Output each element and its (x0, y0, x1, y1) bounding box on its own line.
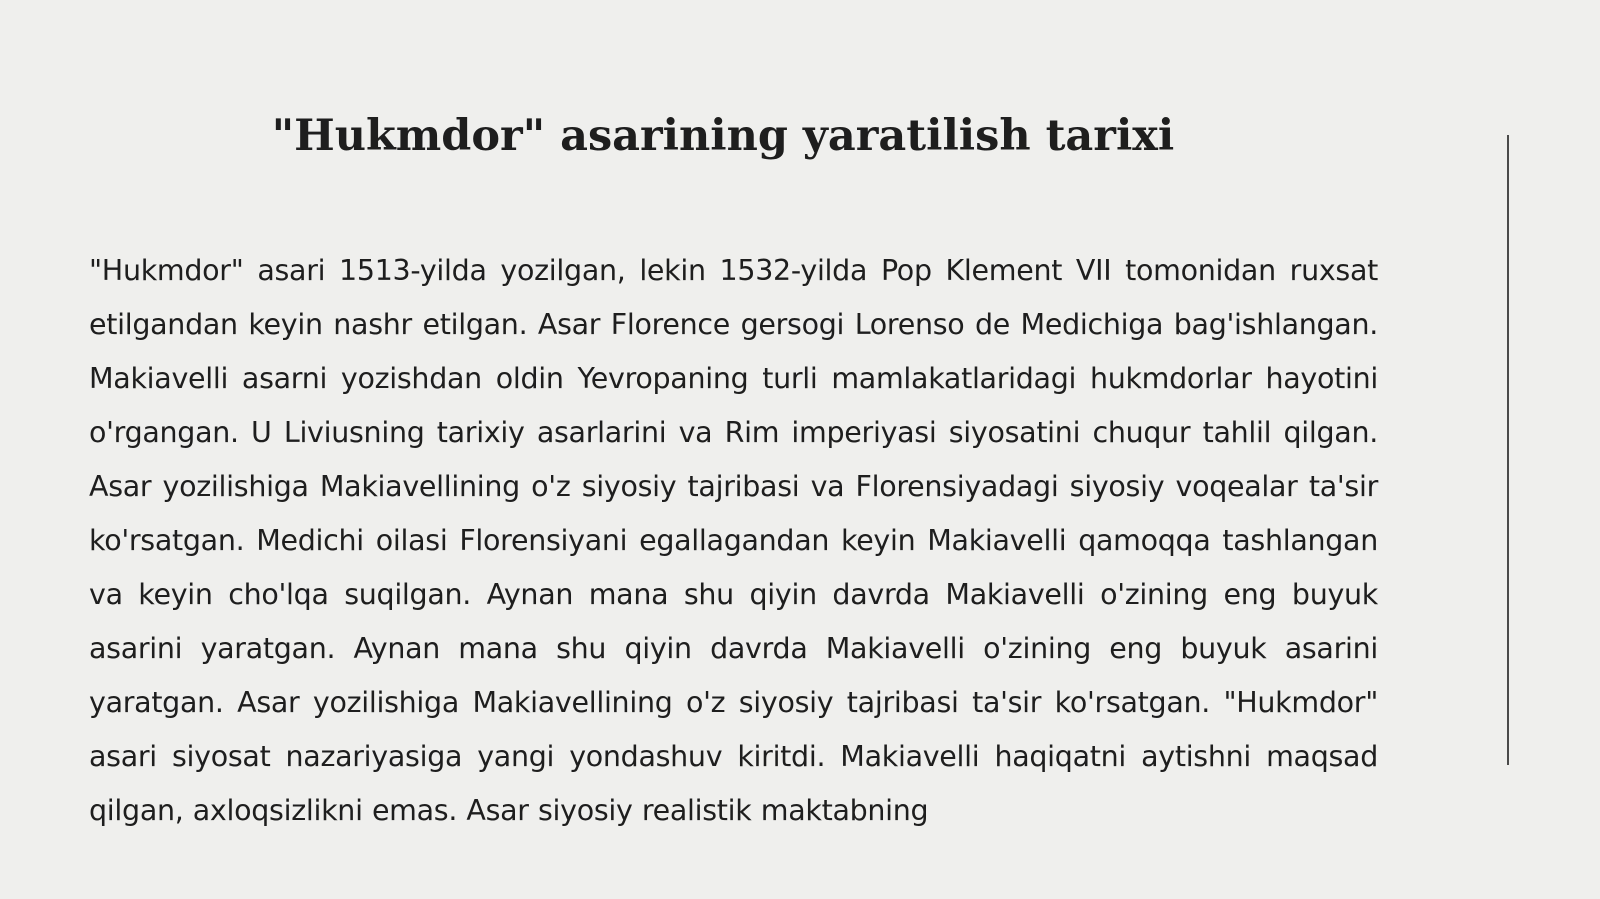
vertical-divider (1507, 135, 1509, 765)
slide-title: "Hukmdor" asarining yaratilish tarixi (271, 111, 1175, 161)
slide-body-text: "Hukmdor" asari 1513-yilda yozilgan, lekin 1532-yilda Pop Klement VII tomonidan ruxsat etilgandan keyin nashr etilgan. Asar Florence gersogi Lorenso de Medichiga bag'ishlangan. Makiavelli asarni yozishdan oldin Yevropaning turli mamlakatlaridagi hukmdorlar hayotini o'rgangan. U Liviusning tarixiy asarlarini va Rim imperiyasi siyosatini chuqur tahlil qilgan. Asar yozilishiga Makiavellining o'z siyosiy tajribasi va Florensiyadagi siyosiy voqealar ta'sir ko'rsatgan. Medichi oilasi Florensiyani egallagandan keyin Makiavelli qamoqqa tashlangan va keyin cho'lqa suqilgan. Aynan mana shu qiyin davrda Makiavelli o'zining eng buyuk asarini yaratgan. Aynan mana shu qiyin davrda Makiavelli o'zining eng buyuk asarini yaratgan. Asar yozilishiga Makiavellining o'z siyosiy tajribasi ta'sir ko'rsatgan. "Hukmdor" asari siyosat nazariyasiga yangi yondashuv kiritdi. Makiavelli haqiqatni aytishni maqsad qilgan, axloqsizlikni emas. Asar siyosiy realistik maktabning (89, 254, 1378, 827)
